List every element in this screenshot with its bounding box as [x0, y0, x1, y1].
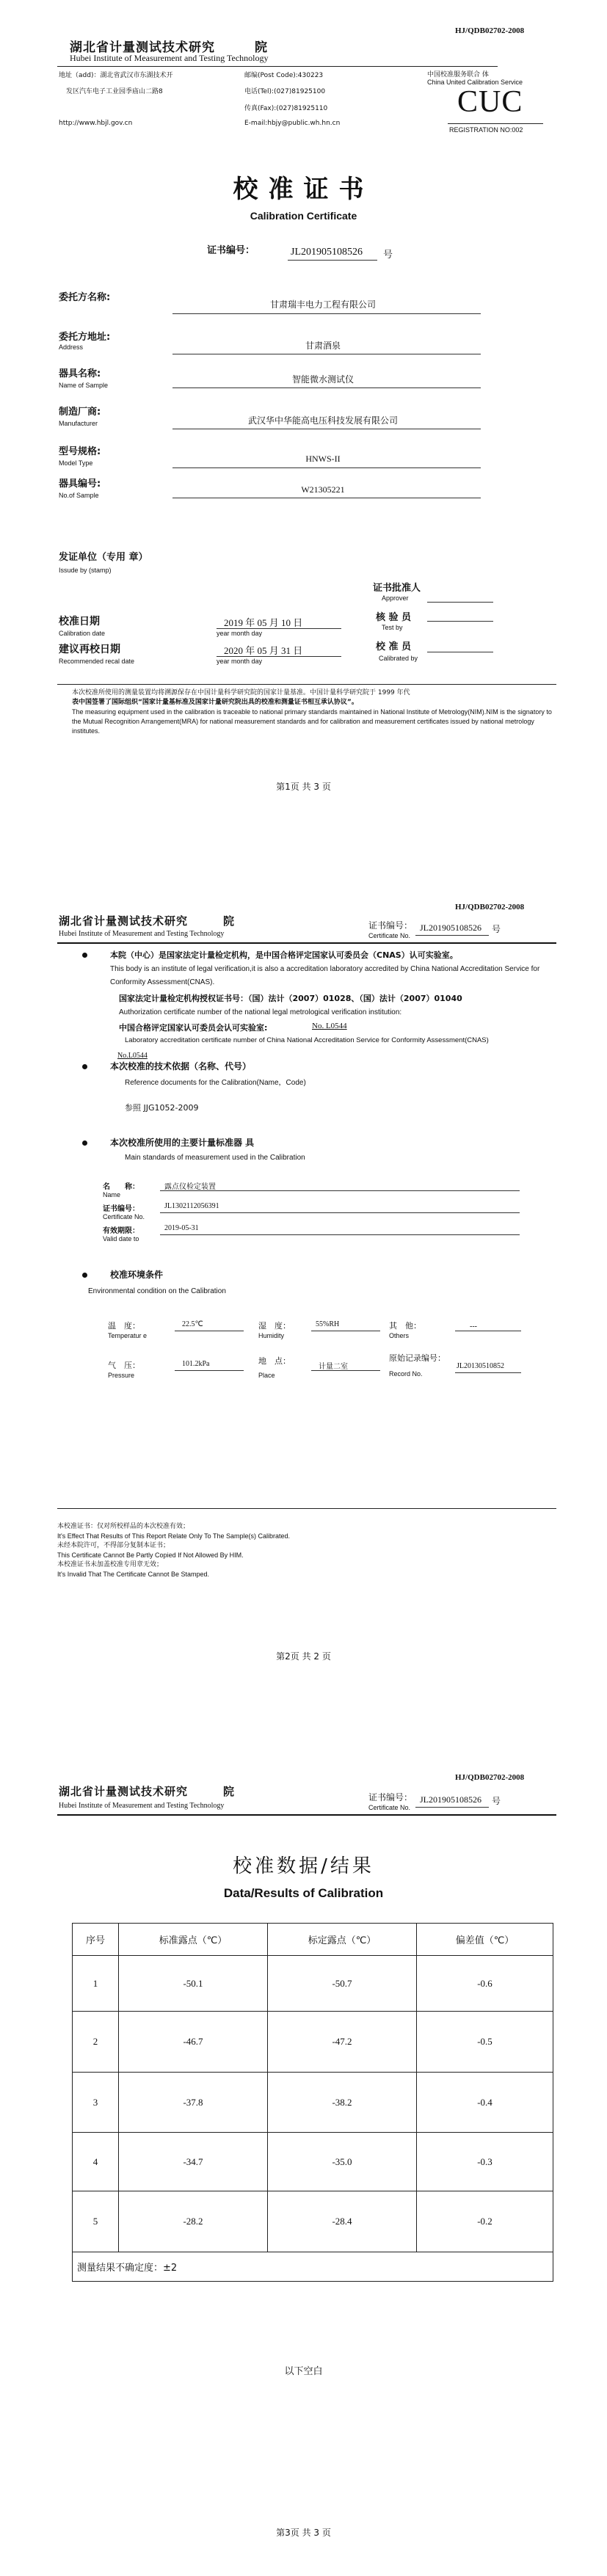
- results-header-row: [73, 1924, 553, 1956]
- approver-label: 证书批准人: [373, 583, 421, 594]
- uncertainty-cell: 测量结果不确定度：±2: [73, 2252, 553, 2282]
- cal-date-label-en: Calibration date: [59, 630, 106, 637]
- main-standards-cn: 本次校准所使用的主要计量标准器 具: [110, 1138, 255, 1148]
- traceability-note-cn-1: 本次校准所使用的测量装置均将溯源保存在中国计量科学研究院的国家计量基准。中国计量科学研究院于 1999 年代: [72, 689, 410, 696]
- cert-no-value-2: JL201905108526: [420, 923, 481, 933]
- certificate-title-en: Calibration Certificate: [250, 210, 357, 222]
- postcode: 邮编(Post Code):430223: [244, 72, 324, 79]
- table-row: [73, 2133, 553, 2191]
- cnas-lab-no-2: No.L0544: [117, 1052, 148, 1060]
- std-cert-label-en: Certificate No.: [103, 1213, 145, 1220]
- cell-calibrated: -50.7: [268, 1956, 417, 2012]
- humidity-label-en: Humidity: [258, 1332, 285, 1339]
- doc-code: HJ/QDB02702-2008: [455, 26, 525, 35]
- cell-standard: -28.2: [119, 2191, 268, 2252]
- disclaimer-3: 未经本院许可，不得部分复制本证书；: [57, 1542, 170, 1549]
- email[interactable]: E-mail:hbjy@public.wh.hn.cn: [244, 120, 341, 127]
- header-deviation: 偏差值（℃）: [417, 1924, 553, 1956]
- instrument-value: 智能微水测试仪: [291, 374, 354, 385]
- place-label-en: Place: [258, 1372, 275, 1379]
- cell-standard: -37.8: [119, 2073, 268, 2133]
- address-label-en: Address: [59, 343, 84, 351]
- record-value: JL20130510852: [457, 1362, 504, 1370]
- cell-calibrated: -47.2: [268, 2012, 417, 2073]
- results-title-cn: 校准数据/结果: [233, 1855, 374, 1877]
- page-number-2: 第2页 共 2 页: [276, 1651, 331, 1662]
- cell-calibrated: -38.2: [268, 2073, 417, 2133]
- header-index: 序号: [73, 1924, 119, 1956]
- std-cert-value: JL1302112056391: [164, 1202, 219, 1210]
- cal-date-value: 2019 年 05 月 10 日: [224, 617, 303, 628]
- model-label: 型号规格:: [59, 446, 101, 457]
- recal-date-label-en: Recommended recal date: [59, 658, 135, 665]
- traceability-note-en: The measuring equipment used in the calibration is traceable to national primary standards maintained in National Institute of Metrology(NIM).NIM is the signatory to the Mutual Recognition Arrangement(MRA) for national measurement standards and for calibration and measurement certificates issued by national metrology institutes.: [72, 708, 552, 735]
- cell-deviation: -0.2: [417, 2191, 553, 2252]
- org-name-cn: 湖北省计量测试技术研究 院: [70, 40, 268, 55]
- cell-deviation: -0.4: [417, 2073, 553, 2133]
- std-name-label-en: Name: [103, 1191, 121, 1198]
- maker-label-en: Manufacturer: [59, 420, 98, 427]
- blank-below-note: 以下空白: [284, 2366, 323, 2377]
- cnas-lab-no: No. L0544: [312, 1022, 347, 1030]
- disclaimer: [57, 1522, 290, 1579]
- table-row: [73, 2012, 553, 2073]
- cnas-name-en: China United Calibration Service: [427, 79, 523, 86]
- cell-deviation: -0.5: [417, 2012, 553, 2073]
- place-label: 地 点：: [258, 1356, 291, 1366]
- temp-label-en: Temperatur e: [108, 1332, 148, 1339]
- reference-docs-cn: 本次校准的技术依据（名称、代号）: [110, 1061, 252, 1071]
- org-name-en-2: Hubei Institute of Measurement and Testing Technology: [59, 930, 225, 938]
- certificate-title-cn: 校准证书: [233, 175, 374, 204]
- model-value: HNWS-II: [305, 454, 341, 464]
- cert-no-value-3: JL201905108526: [420, 1794, 481, 1805]
- cell-calibrated: -28.4: [268, 2191, 417, 2252]
- table-row: [73, 2191, 553, 2252]
- cal-date-ymd: year month day: [217, 630, 263, 637]
- address-line-1: 地址（add)：湖北省武汉市东湖技术开: [59, 72, 173, 79]
- cert-no-label-en-2: Certificate No.: [368, 932, 411, 939]
- record-label: 原始记录编号：: [389, 1353, 446, 1363]
- org-name-cn-3: 湖北省计量测试技术研究 院: [59, 1785, 236, 1798]
- temp-label: 温 度：: [108, 1321, 140, 1331]
- cell-index: 4: [73, 2133, 119, 2191]
- instrument-label-en: Name of Sample: [59, 382, 109, 389]
- cert-no-label-en-3: Certificate No.: [368, 1804, 411, 1811]
- cert-no-label-2: 证书编号：: [368, 920, 413, 931]
- approver-label-en: Approver: [382, 594, 409, 602]
- telephone: 电话(Tel):(027)81925100: [244, 88, 326, 95]
- traceability-note: [72, 688, 556, 736]
- cnas-lab-cn: 中国合格评定国家认可委员会认可实验室:: [119, 1023, 268, 1033]
- record-label-en: Record No.: [389, 1370, 423, 1378]
- std-name-label: 名 称：: [103, 1183, 139, 1191]
- std-cert-label: 证书编号：: [103, 1205, 139, 1213]
- std-valid-label: 有效期限：: [103, 1227, 139, 1235]
- cnas-name-cn: 中国校准服务联合 体: [427, 71, 489, 79]
- cell-index: 3: [73, 2073, 119, 2133]
- address-value: 甘肃酒泉: [305, 341, 341, 351]
- uncertainty-row: [73, 2252, 553, 2282]
- humidity-label: 湿 度：: [258, 1321, 291, 1331]
- recal-date-label: 建议再校日期: [59, 644, 120, 655]
- cert-no-suffix-3: 号: [492, 1796, 501, 1806]
- cal-date-label: 校准日期: [59, 616, 100, 627]
- cell-standard: -50.1: [119, 1956, 268, 2012]
- org-name-en: Hubei Institute of Measurement and Testing Technology: [70, 53, 269, 63]
- cell-deviation: -0.3: [417, 2133, 553, 2191]
- issuer-label: 发证单位（专用 章）: [59, 552, 148, 563]
- disclaimer-6: It's Invalid That The Certificate Cannot Be Stamped.: [57, 1571, 209, 1578]
- reference-docs-value: 参照 JJG1052-2009: [125, 1103, 199, 1113]
- reference-docs-en: Reference documents for the Calibration(Name，Code): [125, 1079, 306, 1087]
- header-standard-dew: 标准露点（℃）: [119, 1924, 268, 1956]
- recal-date-ymd: year month day: [217, 658, 263, 665]
- cell-index: 1: [73, 1956, 119, 2012]
- results-table: [72, 1923, 553, 2282]
- cell-index: 2: [73, 2012, 119, 2073]
- cert-no-suffix: 号: [383, 250, 393, 261]
- cell-calibrated: -35.0: [268, 2133, 417, 2191]
- cert-no-suffix-2: 号: [492, 924, 501, 934]
- disclaimer-5: 本校准证书未加盖校准专用章无效；: [57, 1561, 164, 1568]
- cert-no-label-3: 证书编号：: [368, 1792, 413, 1802]
- calibrator-label-en: Calibrated by: [379, 655, 418, 662]
- issuer-label-en: Issude by (stamp): [59, 567, 112, 574]
- registration-no: REGISTRATION NO:002: [449, 126, 523, 134]
- table-row: [73, 2073, 553, 2133]
- client-value: 甘肃瑞丰电力工程有限公司: [269, 299, 376, 310]
- disclaimer-1: 本校准证书：仅对所校样品的本次校准有效；: [57, 1523, 190, 1530]
- humidity-value: 55%RH: [316, 1320, 340, 1328]
- cell-index: 5: [73, 2191, 119, 2252]
- address-label: 委托方地址:: [59, 332, 111, 343]
- disclaimer-2: It's Effect That Results of This Report Relate Only To The Sample(s) Calibrated.: [57, 1532, 291, 1540]
- cuc-logo: CUC: [457, 85, 523, 119]
- cert-no-label: 证书编号：: [207, 245, 255, 256]
- model-label-en: Model Type: [59, 459, 93, 467]
- client-label: 委托方名称:: [59, 292, 111, 303]
- maker-value: 武汉华中华能高电压科技发展有限公司: [247, 415, 398, 426]
- cell-standard: -34.7: [119, 2133, 268, 2191]
- pressure-label-en: Pressure: [108, 1372, 135, 1379]
- cell-deviation: -0.6: [417, 1956, 553, 2012]
- std-valid-value: 2019-05-31: [164, 1224, 199, 1232]
- tester-label: 核 验 员: [376, 612, 412, 623]
- page-number-1: 第1页 共 3 页: [276, 782, 331, 792]
- environment-en: Environmental condition on the Calibration: [88, 1287, 226, 1295]
- other-label: 其 他：: [389, 1321, 421, 1331]
- pressure-label: 气 压：: [108, 1361, 140, 1370]
- table-row: [73, 1956, 553, 2012]
- std-valid-label-en: Valid date to: [103, 1235, 139, 1242]
- traceability-note-cn-2: 表中国签署了国际组织“国家计量基标准及国家计量研究院出具的校准和测量证书相互承认协议”。: [72, 699, 358, 706]
- website[interactable]: http://www.hbjl.gov.cn: [59, 120, 133, 127]
- authorization-en: Authorization certificate number of the national legal metrological verification institution:: [119, 1008, 402, 1016]
- maker-label: 制造厂商:: [59, 407, 101, 418]
- cert-no-value: JL201905108526: [291, 247, 363, 258]
- body-statement-en: This body is an institute of legal verification,it is also a accreditation laboratory accredited by China National Accreditation Service for Conformity Assessment(CNAS).: [110, 965, 540, 986]
- results-title-en: Data/Results of Calibration: [223, 1886, 384, 1900]
- serial-value: W21305221: [301, 484, 345, 495]
- header-calibrated-dew: 标定露点（℃）: [268, 1924, 417, 1956]
- calibrator-label: 校 准 员: [376, 641, 412, 652]
- body-statement-cn: 本院（中心）是国家法定计量检定机构，是中国合格评定国家认可委员会（CNAS）认可实验室。: [110, 950, 458, 960]
- std-name-value: 露点仪检定装置: [164, 1183, 216, 1191]
- cnas-lab-en: Laboratory accreditation certificate number of China National Accreditation Service for Conformity Assessment(CNAS): [125, 1036, 489, 1044]
- tester-label-en: Test by: [382, 624, 403, 631]
- address-line-2: 发区汽车电子工业园季庙山二路8: [66, 88, 163, 95]
- other-value: ---: [470, 1322, 477, 1331]
- environment-cn: 校准环境条件: [110, 1270, 164, 1280]
- org-name-cn-2: 湖北省计量测试技术研究 院: [59, 914, 236, 928]
- page-number-3: 第3页 共 3 页: [276, 2528, 331, 2538]
- temp-value: 22.5℃: [182, 1320, 203, 1328]
- instrument-label: 器具名称:: [59, 368, 101, 379]
- fax: 传真(Fax):(027)81925110: [244, 105, 328, 112]
- doc-code-2: HJ/QDB02702-2008: [455, 903, 525, 912]
- disclaimer-4: This Certificate Cannot Be Partly Copied If Not Allowed By HIM.: [57, 1551, 244, 1559]
- serial-label-en: No.of Sample: [59, 492, 99, 499]
- authorization-cn: 国家法定计量检定机构授权证书号：（国）法计（2007）01028、（国）法计（2007）01040: [119, 994, 462, 1003]
- pressure-value: 101.2kPa: [182, 1360, 210, 1368]
- other-label-en: Others: [389, 1332, 410, 1339]
- recal-date-value: 2020 年 05 月 31 日: [224, 645, 303, 656]
- doc-code-3: HJ/QDB02702-2008: [455, 1773, 525, 1782]
- main-standards-en: Main standards of measurement used in the Calibration: [125, 1154, 305, 1162]
- serial-label: 器具编号:: [59, 479, 101, 490]
- place-value: 计量二室: [319, 1363, 348, 1371]
- org-name-en-3: Hubei Institute of Measurement and Testing Technology: [59, 1802, 225, 1810]
- cell-standard: -46.7: [119, 2012, 268, 2073]
